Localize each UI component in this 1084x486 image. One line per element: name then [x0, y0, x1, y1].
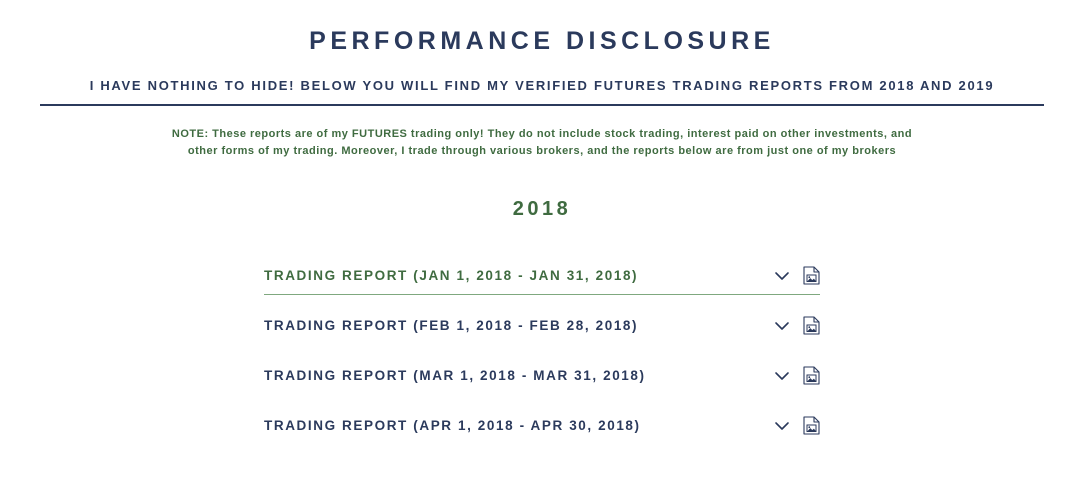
document-image-icon[interactable]	[803, 416, 820, 435]
row-icons	[774, 366, 820, 385]
year-heading: 2018	[512, 197, 572, 220]
report-label: TRADING REPORT (JAN 1, 2018 - JAN 31, 2018)	[264, 268, 639, 284]
report-label: TRADING REPORT (MAR 1, 2018 - MAR 31, 2018)	[264, 368, 646, 384]
row-icons	[774, 266, 820, 285]
document-image-icon[interactable]	[803, 266, 820, 285]
list-item[interactable]	[264, 301, 820, 351]
chevron-down-icon[interactable]	[774, 268, 790, 284]
report-label: TRADING REPORT (FEB 1, 2018 - FEB 28, 2018)	[264, 318, 639, 334]
disclosure-note-line-1: NOTE: These reports are of my FUTURES trading only! They do not include stock trading, interest paid on other investments, and	[171, 127, 913, 140]
list-item[interactable]	[264, 351, 820, 401]
subtitle-container	[40, 78, 1044, 106]
disclosure-note-line-2: other forms of my trading. Moreover, I trade through various brokers, and the reports below are from just one of my brokers	[187, 144, 897, 157]
page-title: PERFORMANCE DISCLOSURE	[309, 27, 775, 55]
performance-disclosure-page	[0, 26, 1084, 486]
list-item[interactable]	[264, 401, 820, 451]
reports-list	[264, 251, 820, 451]
chevron-down-icon[interactable]	[774, 368, 790, 384]
disclosure-note	[92, 126, 992, 160]
report-label: TRADING REPORT (APR 1, 2018 - APR 30, 2018)	[264, 418, 641, 434]
row-icons	[774, 416, 820, 435]
document-image-icon[interactable]	[803, 316, 820, 335]
page-subtitle: I HAVE NOTHING TO HIDE! BELOW YOU WILL FIND MY VERIFIED FUTURES TRADING REPORTS FROM 2018 AND 2019	[89, 78, 995, 93]
chevron-down-icon[interactable]	[774, 418, 790, 434]
list-item[interactable]	[264, 251, 820, 301]
row-icons	[774, 316, 820, 335]
chevron-down-icon[interactable]	[774, 318, 790, 334]
document-image-icon[interactable]	[803, 366, 820, 385]
